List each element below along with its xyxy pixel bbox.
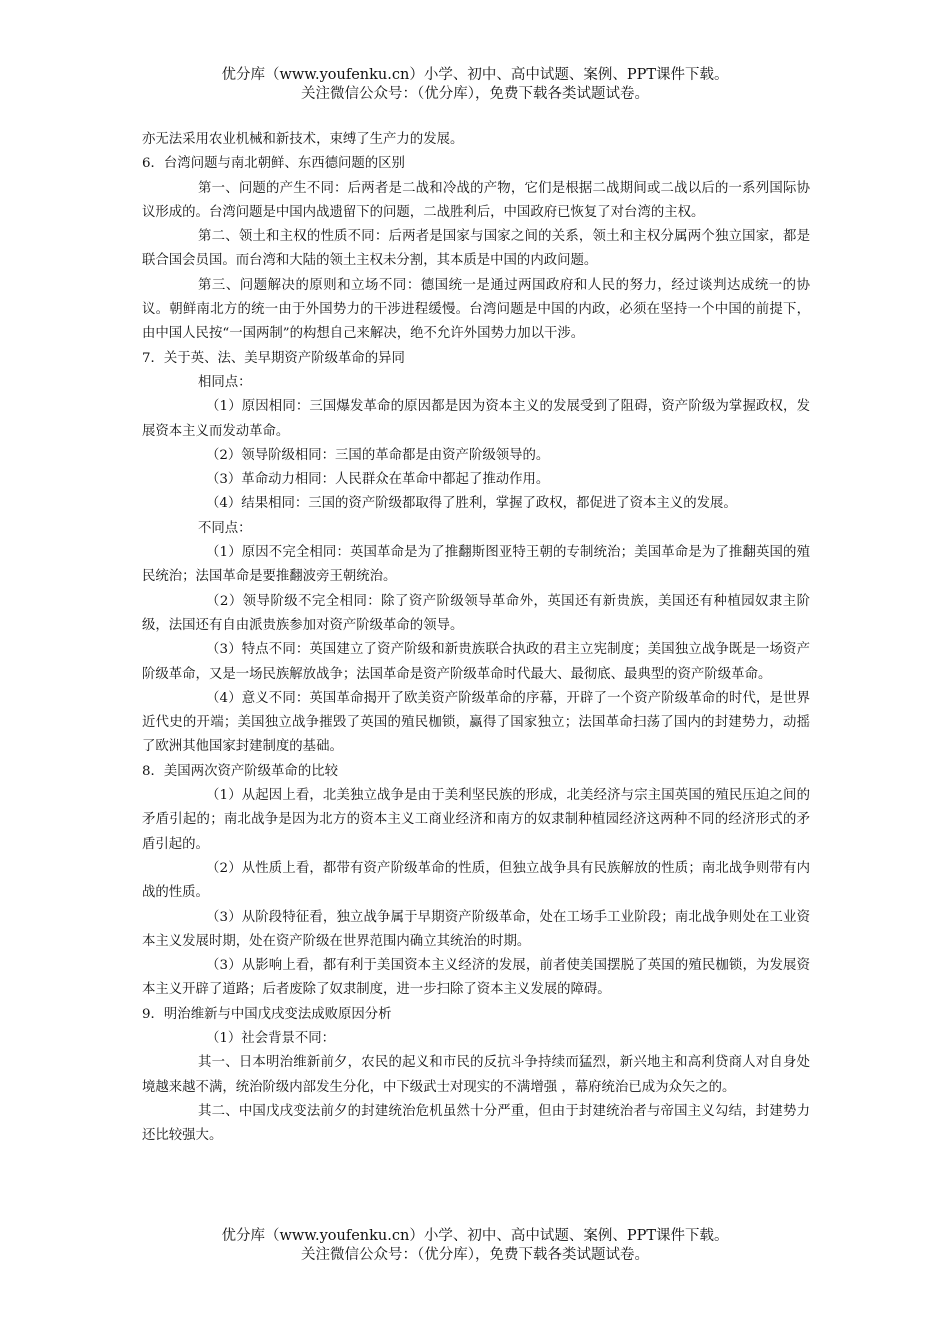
paragraph: 不同点： (198, 520, 252, 536)
paragraph: （1）从起因上看，北美独立战争是由于美利坚民族的形成，北美经济与宗主国英国的殖民压迫之间的矛盾引起的；南北战争是因为北方的资本主义工商业经济和南方的奴隶制种植园经济这两种不同的经济形式的矛盾引起的。 (142, 788, 810, 852)
document-body (142, 128, 810, 1148)
page-footer (0, 1227, 950, 1265)
header-line-1: 优分库（www.youfenku.cn）小学、初中、高中试题、案例、PPT课件下载。 (221, 67, 729, 83)
paragraph: （1）原因不完全相同：英国革命是为了推翻斯图亚特王朝的专制统治；美国革命是为了推翻英国的殖民统治；法国革命是要推翻波旁王朝统治。 (142, 545, 810, 585)
section-heading: 亦无法采用农业机械和新技术，束缚了生产力的发展。 (142, 132, 464, 147)
page-header (0, 66, 950, 104)
section-heading: 8．美国两次资产阶级革命的比较 (142, 763, 338, 779)
paragraph: 其二、中国戊戌变法前夕的封建统治危机虽然十分严重，但由于封建统治者与帝国主义勾结，封建势力还比较强大。 (142, 1103, 810, 1144)
paragraph: 第一、问题的产生不同：后两者是二战和冷战的产物，它们是根据二战期间或二战以后的一系列国际协议形成的。台湾问题是中国内战遗留下的问题，二战胜利后，中国政府已恢复了对台湾的主权。 (142, 180, 810, 220)
header-line-2: 关注微信公众号：（优分库），免费下载各类试题试卷。 (301, 86, 649, 102)
paragraph: （4）意义不同：英国革命揭开了欧美资产阶级革命的序幕，开辟了一个资产阶级革命的时代，是世界近代史的开端；美国独立战争摧毁了英国的殖民枷锁，赢得了国家独立；法国革命扫荡了国内的封建势力，动摇了欧洲其他国家封建制度的基础。 (142, 690, 810, 755)
paragraph: （2）从性质上看，都带有资产阶级革命的性质，但独立战争具有民族解放的性质；南北战争则带有内战的性质。 (142, 860, 810, 901)
paragraph: 第二、领土和主权的性质不同：后两者是国家与国家之间的关系，领土和主权分属两个独立国家，都是联合国会员国。而台湾和大陆的领土主权未分割，其本质是中国的内政问题。 (142, 229, 810, 269)
paragraph: （3）特点不同：英国建立了资产阶级和新贵族联合执政的君主立宪制度；美国独立战争既是一场资产阶级革命，又是一场民族解放战争；法国革命是资产阶级革命时代最大、最彻底、最典型的资产阶级革命。 (142, 642, 810, 682)
section-heading: 7．关于英、法、美早期资产阶级革命的异同 (142, 350, 405, 366)
paragraph: 其一、日本明治维新前夕，农民的起义和市民的反抗斗争持续而猛烈，新兴地主和高利贷商人对自身处境越来越不满，统治阶级内部发生分化，中下级武士对现实的不满增强 ，幕府统治已成为众矢之的。 (142, 1055, 810, 1095)
section-heading: 9．明治维新与中国戊戌变法成败原因分析 (142, 1006, 392, 1022)
paragraph: （4）结果相同：三国的资产阶级都取得了胜利，掌握了政权，都促进了资本主义的发展。 (206, 496, 737, 512)
paragraph: （1）社会背景不同： (206, 1030, 336, 1046)
paragraph: （3）从影响上看，都有利于美国资本主义经济的发展，前者使美国摆脱了英国的殖民枷锁，为发展资本主义开辟了道路；后者废除了奴隶制度，进一步扫除了资本主义发展的障碍。 (142, 958, 810, 998)
section-heading: 6．台湾问题与南北朝鲜、东西德问题的区别 (142, 156, 405, 172)
paragraph: 第三、问题解决的原则和立场不同：德国统一是通过两国政府和人民的努力，经过谈判达成统一的协议。朝鲜南北方的统一由于外国势力的干涉进程缓慢。台湾问题是中国的内政，必须在坚持一个中国的前提下，由中国人民按“一国两制”的构想自己来解决，绝不允许外国势力加以干涉。 (142, 277, 810, 342)
paragraph: （3）革命动力相同：人民群众在革命中都起了推动作用。 (206, 472, 550, 488)
paragraph: （2）领导阶级相同：三国的革命都是由资产阶级领导的。 (206, 447, 550, 463)
footer-line-2: 关注微信公众号：（优分库），免费下载各类试题试卷。 (301, 1247, 649, 1263)
footer-line-1: 优分库（www.youfenku.cn）小学、初中、高中试题、案例、PPT课件下载。 (221, 1228, 729, 1244)
paragraph: （3）从阶段特征看，独立战争属于早期资产阶级革命，处在工场手工业阶段；南北战争则处在工业资本主义发展时期，处在资产阶级在世界范围内确立其统治的时期。 (142, 909, 810, 949)
paragraph: （2）领导阶级不完全相同：除了资产阶级领导革命外，英国还有新贵族，美国还有种植园奴隶主阶级，法国还有自由派贵族参加对资产阶级革命的领导。 (142, 593, 810, 633)
paragraph: （1）原因相同：三国爆发革命的原因都是因为资本主义的发展受到了阻碍，资产阶级为掌握政权，发展资本主义而发动革命。 (142, 399, 810, 439)
paragraph: 相同点： (198, 374, 252, 390)
